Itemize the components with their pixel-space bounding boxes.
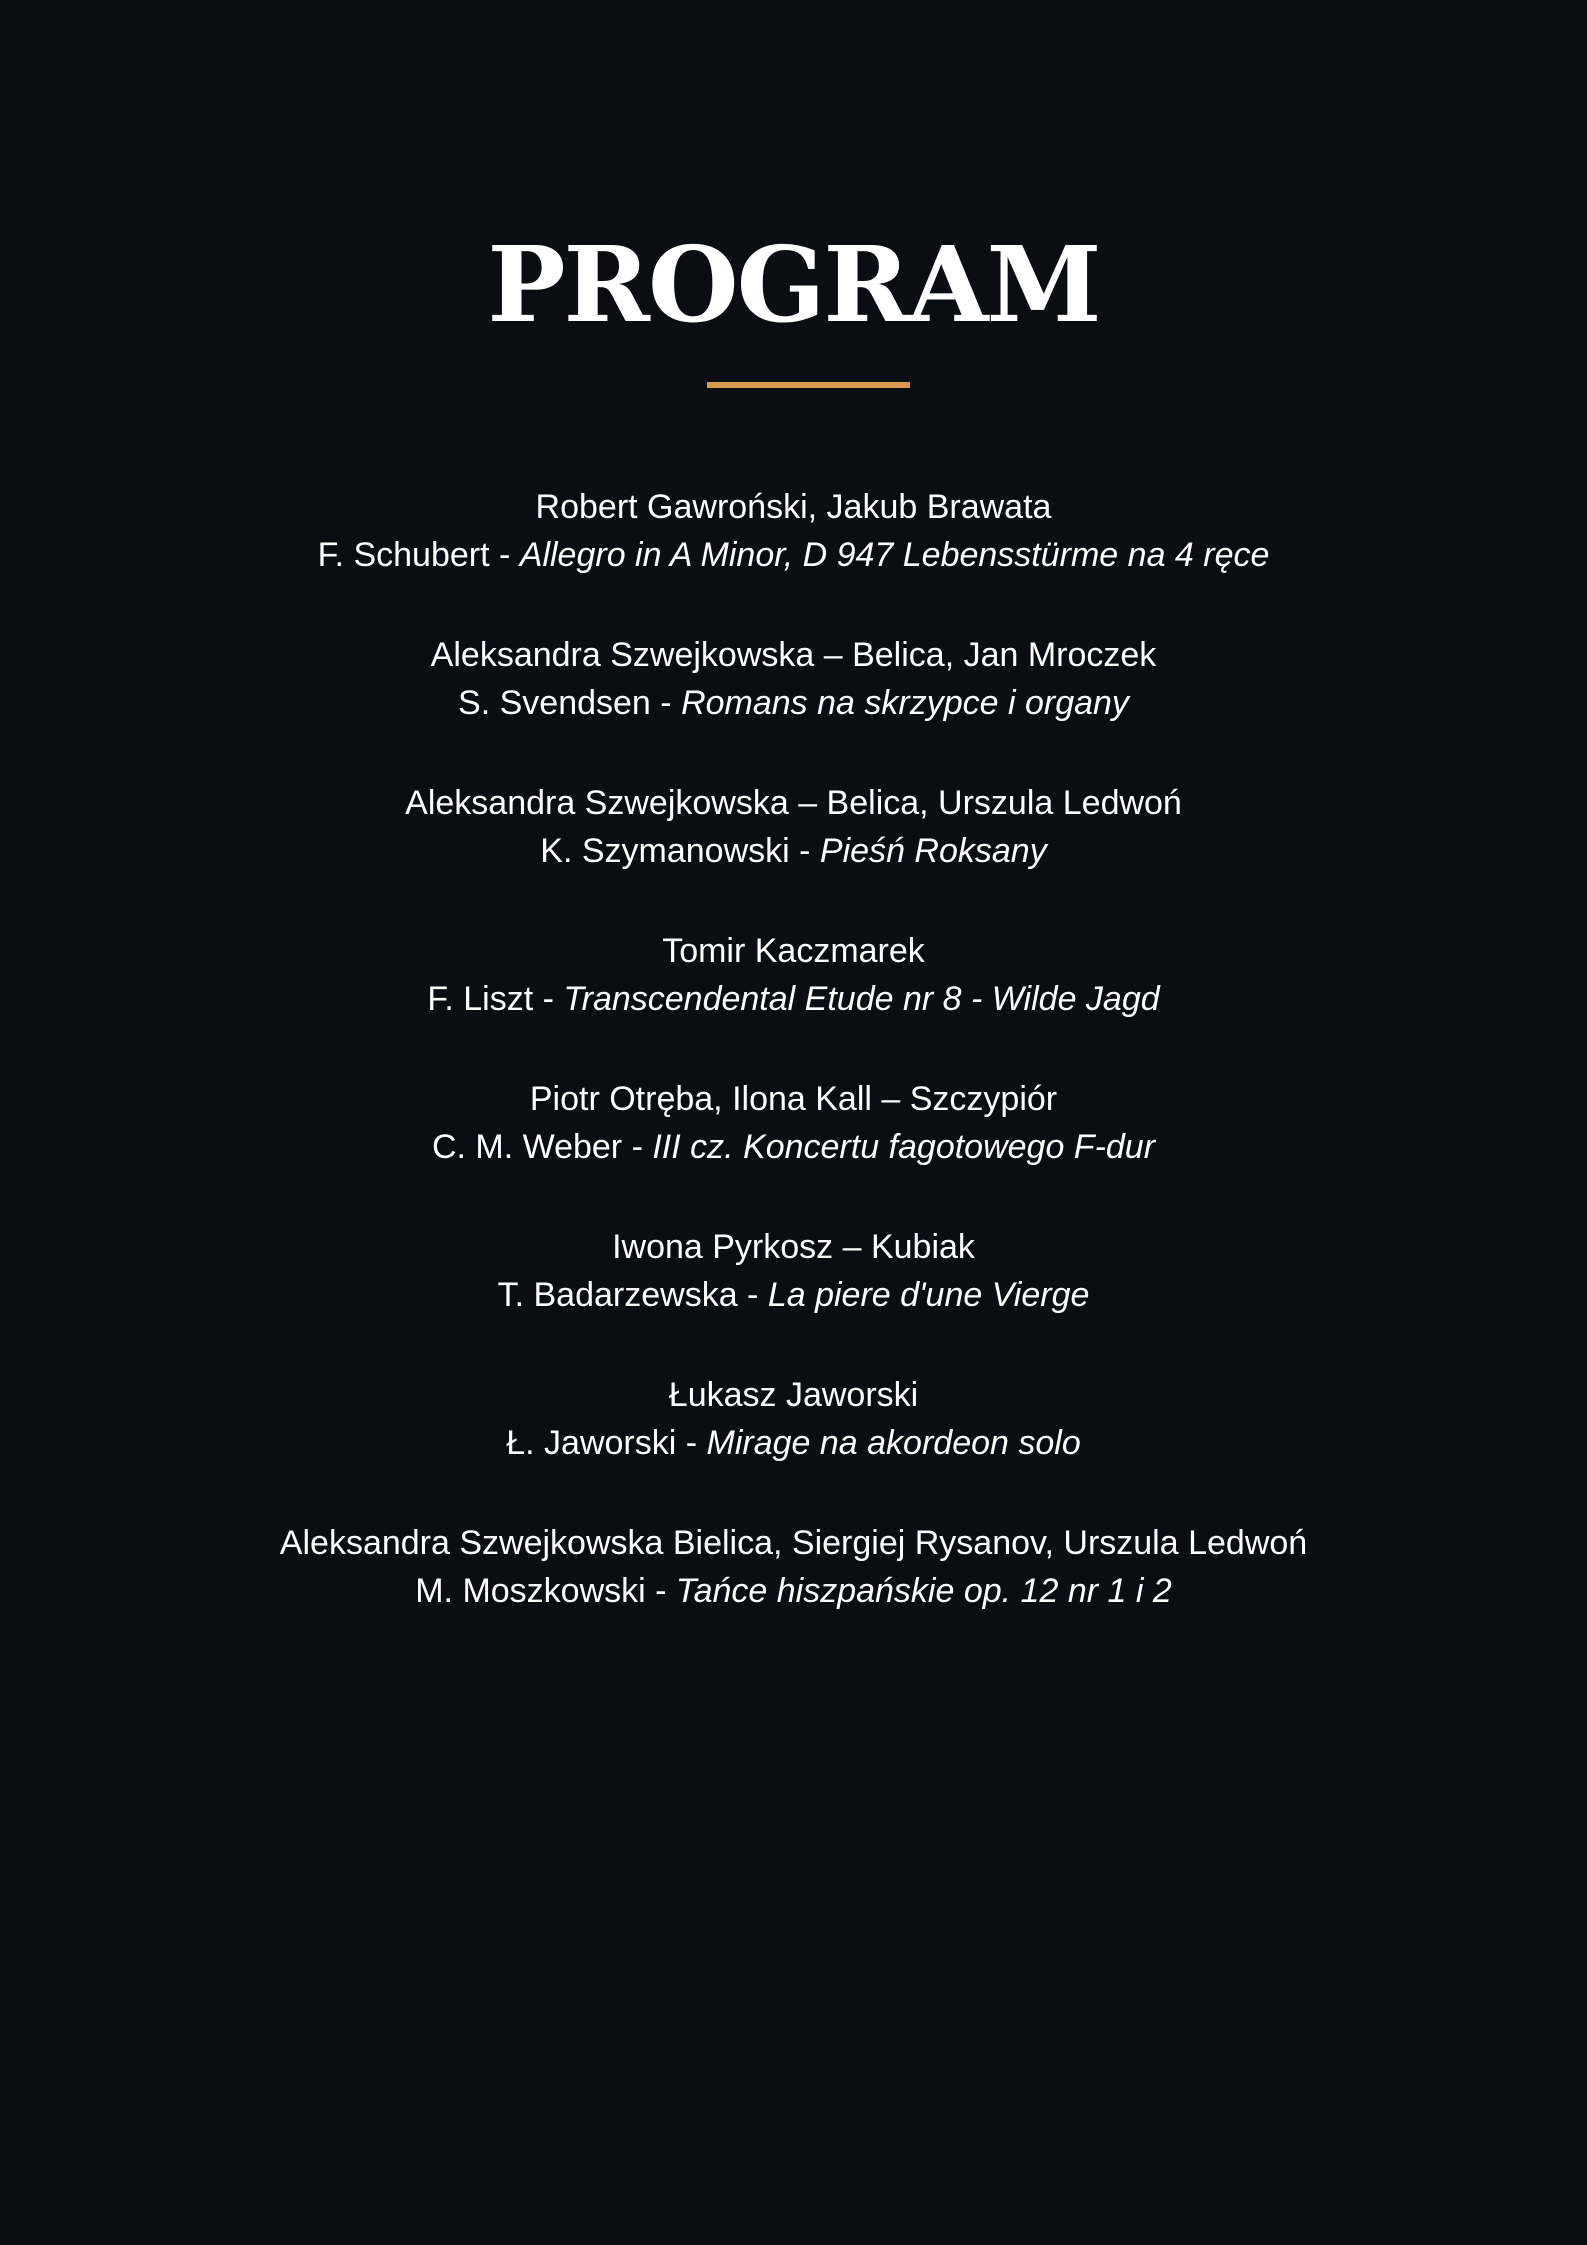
performers: Aleksandra Szwejkowska Bielica, Siergiej Rysanov, Urszula Ledwoń: [279, 1524, 1308, 1562]
composer: Ł. Jaworski -: [506, 1424, 707, 1462]
program-list: [0, 483, 1587, 1667]
piece-title: Transcendental Etude nr 8 - Wilde Jagd: [563, 980, 1160, 1018]
piece-title: Tańce hiszpańskie op. 12 nr 1 i 2: [675, 1572, 1172, 1610]
composer: M. Moszkowski -: [415, 1572, 676, 1610]
performers: Łukasz Jaworski: [668, 1376, 919, 1414]
performers: Iwona Pyrkosz – Kubiak: [612, 1228, 975, 1266]
title-accent-rule: [707, 382, 910, 388]
work-line: [0, 1123, 1587, 1171]
performers: Tomir Kaczmarek: [662, 932, 925, 970]
work-line: [0, 1271, 1587, 1319]
work-line: [0, 531, 1587, 579]
work-line: [0, 1567, 1587, 1615]
composer: K. Szymanowski -: [540, 832, 820, 870]
composer: T. Badarzewska -: [497, 1276, 768, 1314]
performers: Piotr Otręba, Ilona Kall – Szczypiór: [529, 1080, 1058, 1118]
work-line: [0, 1419, 1587, 1467]
piece-title: Allegro in A Minor, D 947 Lebensstürme na 4 ręce: [519, 536, 1270, 574]
page-title: PROGRAM: [487, 223, 1100, 346]
work-line: [0, 975, 1587, 1023]
performers: Robert Gawroński, Jakub Brawata: [535, 488, 1052, 526]
program-entry: [0, 1519, 1587, 1667]
piece-title: Pieśń Roksany: [819, 832, 1047, 870]
program-entry: [0, 1075, 1587, 1223]
program-entry: [0, 927, 1587, 1075]
program-entry: [0, 1223, 1587, 1371]
program-entry: [0, 1371, 1587, 1519]
program-entry: [0, 779, 1587, 927]
composer: S. Svendsen -: [458, 684, 682, 722]
piece-title: III cz. Koncertu fagotowego F-dur: [652, 1128, 1156, 1166]
work-line: [0, 827, 1587, 875]
composer: C. M. Weber -: [431, 1128, 653, 1166]
performers: Aleksandra Szwejkowska – Belica, Jan Mroczek: [430, 636, 1157, 674]
piece-title: Romans na skrzypce i organy: [681, 684, 1129, 722]
program-entry: [0, 483, 1587, 631]
work-line: [0, 679, 1587, 727]
piece-title: La piere d'une Vierge: [767, 1276, 1090, 1314]
piece-title: Mirage na akordeon solo: [706, 1424, 1081, 1462]
program-entry: [0, 631, 1587, 779]
performers: Aleksandra Szwejkowska – Belica, Urszula Ledwoń: [405, 784, 1182, 822]
composer: F. Schubert -: [317, 536, 520, 574]
composer: F. Liszt -: [427, 980, 564, 1018]
